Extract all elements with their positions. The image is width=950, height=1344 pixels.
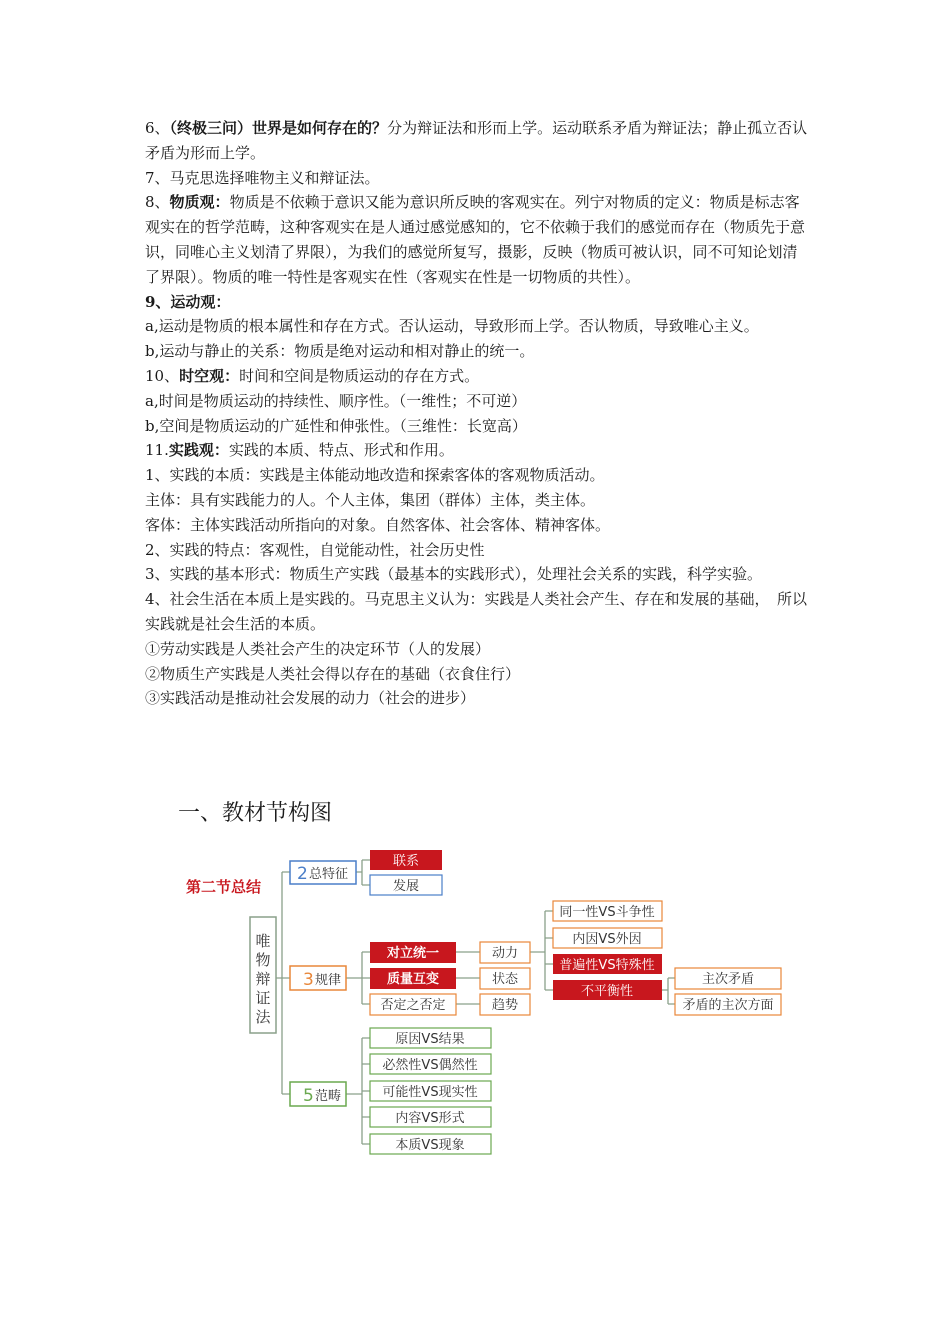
branch-laws-label: 规律 <box>315 973 342 988</box>
node-negation-label: 否定之否定 <box>380 998 446 1013</box>
node-state-label: 状态 <box>491 972 519 987</box>
line-7: 7、马克思选择唯物主义和辩证法。 <box>145 168 380 187</box>
section-heading: 一、教材节构图 <box>178 801 333 826</box>
branch-laws-num: 3 <box>303 970 314 990</box>
line-c1: ①劳动实践是人类社会产生的决定环节（人的发展） <box>145 639 491 658</box>
root-char-4: 证 <box>255 989 271 1007</box>
node-link-label: 联系 <box>392 854 420 869</box>
node-essence-label: 本质VS现象 <box>395 1138 465 1153</box>
root-char-1: 唯 <box>255 932 271 950</box>
line-10: 10、时空观：时间和空间是物质运动的存在方式。 <box>145 366 480 385</box>
line-9: 9、运动观： <box>145 292 231 311</box>
line-11-4: 4、社会生活在本质上是实践的。马克思主义认为：实践是人类社会产生、存在和发展的基础， 所以实践就是社会生活的本质。 <box>145 590 808 633</box>
node-unity-label: 对立统一 <box>386 946 440 961</box>
node-trend-label: 趋势 <box>491 998 519 1013</box>
node-principal-label: 主次矛盾 <box>701 972 755 987</box>
node-driving-label: 动力 <box>491 946 519 961</box>
line-subject: 主体：具有实践能力的人。个人主体，集团（群体）主体，类主体。 <box>145 490 596 509</box>
node-necessity-label: 必然性VS偶然性 <box>382 1058 478 1073</box>
root-label <box>255 932 271 1026</box>
branch-features-num: 2 <box>297 864 308 884</box>
line-11-3: 3、实践的基本形式：物质生产实践（最基本的实践形式），处理社会关系的实践，科学实验。 <box>145 565 763 584</box>
node-possibility-label: 可能性VS现实性 <box>382 1085 478 1100</box>
node-quality-label: 质量互变 <box>386 972 440 987</box>
node-aspects-label: 矛盾的主次方面 <box>682 998 774 1013</box>
root-char-5: 法 <box>255 1008 271 1026</box>
node-identity-label: 同一性VS斗争性 <box>559 905 655 920</box>
line-10b: b,空间是物质运动的广延性和伸张性。（三维性：长宽高） <box>145 416 527 435</box>
node-development-label: 发展 <box>392 879 420 894</box>
node-universality-label: 普遍性VS特殊性 <box>559 958 655 973</box>
node-imbalance-label: 不平衡性 <box>580 984 634 999</box>
root-char-3: 辩 <box>255 970 271 988</box>
node-cause-label: 原因VS结果 <box>395 1032 465 1047</box>
map-title: 第二节总结 <box>186 878 262 896</box>
branch-features-label: 总特征 <box>309 867 349 882</box>
line-11-2: 2、实践的特点：客观性，自觉能动性，社会历史性 <box>145 540 485 559</box>
branch-categories-num: 5 <box>303 1086 314 1106</box>
root-char-2: 物 <box>255 951 271 969</box>
line-11-1: 1、实践的本质：实践是主体能动地改造和探索客体的客观物质活动。 <box>145 466 605 485</box>
line-9a: a,运动是物质的根本属性和存在方式。否认运动，导致形而上学。否认物质，导致唯心主义。 <box>145 317 759 336</box>
line-10a: a,时间是物质运动的持续性、顺序性。（一维性；不可逆） <box>145 391 527 410</box>
line-9b: b,运动与静止的关系：物质是绝对运动和相对静止的统一。 <box>145 342 535 361</box>
branch-categories-label: 范畴 <box>315 1089 342 1104</box>
line-c3: ③实践活动是推动社会发展的动力（社会的进步） <box>145 689 476 708</box>
line-6: 6、（终极三问）世界是如何存在的？分为辩证法和形而上学。运动联系矛盾为辩证法；静止孤立否认矛盾为形而上学。 <box>145 119 808 162</box>
line-11: 11.实践观：实践的本质、特点、形式和作用。 <box>145 441 454 460</box>
line-object: 客体：主体实践活动所指向的对象。自然客体、社会客体、精神客体。 <box>145 515 611 534</box>
node-content-label: 内容VS形式 <box>395 1111 465 1126</box>
line-c2: ②物质生产实践是人类社会得以存在的基础（衣食住行） <box>145 664 521 683</box>
node-internal-label: 内因VS外因 <box>572 932 642 947</box>
line-8: 8、物质观：物质是不依赖于意识又能为意识所反映的客观实在。列宁对物质的定义：物质是标志客观实在的哲学范畴，这种客观实在是人通过感觉感知的，它不依赖于我们的感觉而存在（物质先于意识，同唯心主义划清了界限），为我们的感觉所复写，摄影，反映（物质可被认识，同不可知论划清了界限）。物质的唯一特性是客观实在性（客观实在性是一切物质的共性）。 <box>145 193 806 286</box>
